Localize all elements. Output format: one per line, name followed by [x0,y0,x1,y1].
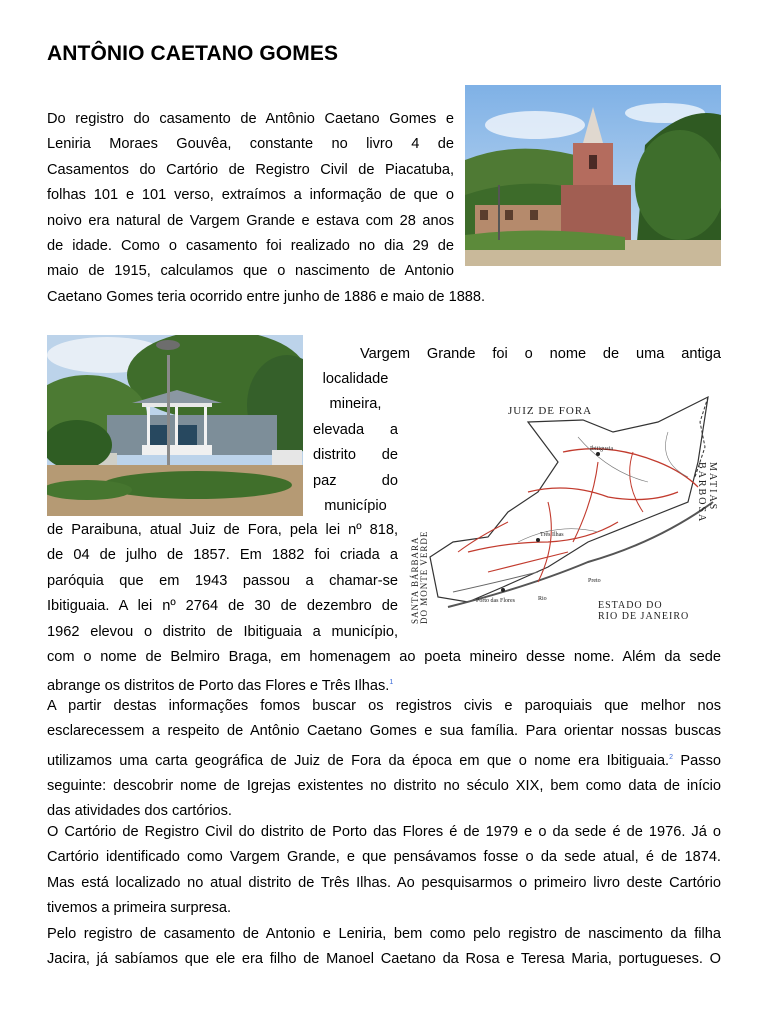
paragraph-intro [47,107,486,310]
map-river-preto: Preto [588,578,601,584]
map-label-matias-1: MATIAS [707,462,718,512]
map-place-ibitiguaia: Ibitiguaia [590,446,613,452]
text-line: Casamentos do Cartório de Registro Civil de Piacatuba, [47,161,454,178]
text-line: localidade [322,371,389,387]
text-line: de Paraibuna, atual Juiz de Fora, pela lei nº 818, [47,522,398,538]
footnote-marker[interactable]: 2 [669,753,674,761]
church-photo [465,85,721,266]
text-line: Do registro do casamento de Antônio Caetano Gomes e [47,111,454,127]
text-line: distrito de [313,447,398,464]
text-line: com o nome de Belmiro Braga, em homenagem ao poeta mineiro desse nome. Além da sede [47,649,721,665]
text-line-content: abrange os distritos de Porto das Flores e Três Ilhas. [47,678,390,695]
text-line-content: Passo [673,752,721,769]
map-label-juiz-de-fora: JUIZ DE FORA [508,405,593,417]
text-line [47,745,721,774]
text-line: Pelo registro de casamento de Antonio e Leniria, bem como pelo registro de nascimento da filha [47,926,721,942]
text-line: mineira, [329,396,382,413]
footnote-marker[interactable]: 1 [389,679,394,687]
text-line: paróquia que em 1943 passou a chamar-se [47,572,398,589]
text-line: A partir destas informações fomos buscar os registros civis e paroquiais que melhor nos [47,698,721,714]
text-line: município [324,498,387,515]
text-line: Cartório identificado como Vargem Grande, e que pensávamos fosse o da sede atual, é de 1874. [47,849,721,866]
text-line-content: utilizamos uma carta geográfica de Juiz de Fora da época em que o nome era Ibitiguaia. [47,752,670,769]
map-label-santa-1: SANTA BÁRBARA [410,536,420,624]
text-line: Leniria Moraes Gouvêa, constante no livro 4 de [47,136,454,153]
map-label-estado-1: ESTADO DO [598,600,663,611]
map-river-rio: Rio [538,596,547,602]
district-map [408,392,722,628]
paragraph-cartorio [47,820,721,922]
text-line: seguinte: descobrir nome de Igrejas existentes no distrito no século XIX, bem como data de início [47,778,721,795]
map-label-estado-2: RIO DE JANEIRO [598,611,690,622]
text-line: noivo era natural de Vargem Grande e estava com 28 anos [47,212,454,229]
narrow-column [313,367,398,519]
text-line: Vargem Grande foi o nome de uma antiga [360,346,721,362]
paragraph-vargem-grande [360,342,721,367]
page-title: ANTÔNIO CAETANO GOMES [47,42,339,65]
paragraph-search [47,694,721,825]
map-place-porto-das-flores: Porto das Flores [476,598,515,604]
text-line: de idade. Como o casamento foi realizado no dia 29 de [47,238,454,255]
text-line: Caetano Gomes teria ocorrido entre junho de 1886 e maio de 1888. [47,288,486,305]
text-line: maio de 1915, calculamos que o nascimento de Antonio [47,263,454,280]
text-line: 1962 elevou o distrito de Ibitiguaia a município, [47,623,398,640]
text-line: esclarecessem a respeito de Antônio Caetano Gomes e sua família. Para orientar nossas buscas [47,723,721,740]
text-line: O Cartório de Registro Civil do distrito de Porto das Flores é de 1979 e o da sede é de 1976. Já o [47,824,721,840]
text-line: Jacira, já sabíamos que ele era filho de Manoel Caetano da Rosa e Teresa Maria, portugueses. O [47,951,721,968]
paragraph-vargem-grande-mid [47,518,398,645]
bandstand-photo [47,335,303,516]
text-line: tivemos a primeira surpresa. [47,900,232,917]
map-place-tres-ilhas: Três Ilhas [540,532,564,538]
text-line: paz do [313,472,398,489]
map-label-matias-2: BARBOSA [696,462,707,524]
text-line: de 04 de julho de 1857. Em 1882 foi criada a [47,547,398,564]
paragraph-parents [47,922,721,973]
text-line: elevada a [313,421,398,438]
map-label-santa-2: DO MONTE VERDE [419,530,429,624]
text-line: Ibitiguaia. A lei nº 2764 de 30 de dezembro de [47,598,398,615]
text-line: Mas está localizado no atual distrito de Três Ilhas. Ao pesquisarmos o primeiro livro deste Cartório [47,874,721,891]
paragraph-vargem-grande-end [47,645,721,700]
text-line: folhas 101 e 101 verso, extraímos a informação de que o [47,187,454,204]
text-line: das atividades dos cartórios. [47,803,232,820]
